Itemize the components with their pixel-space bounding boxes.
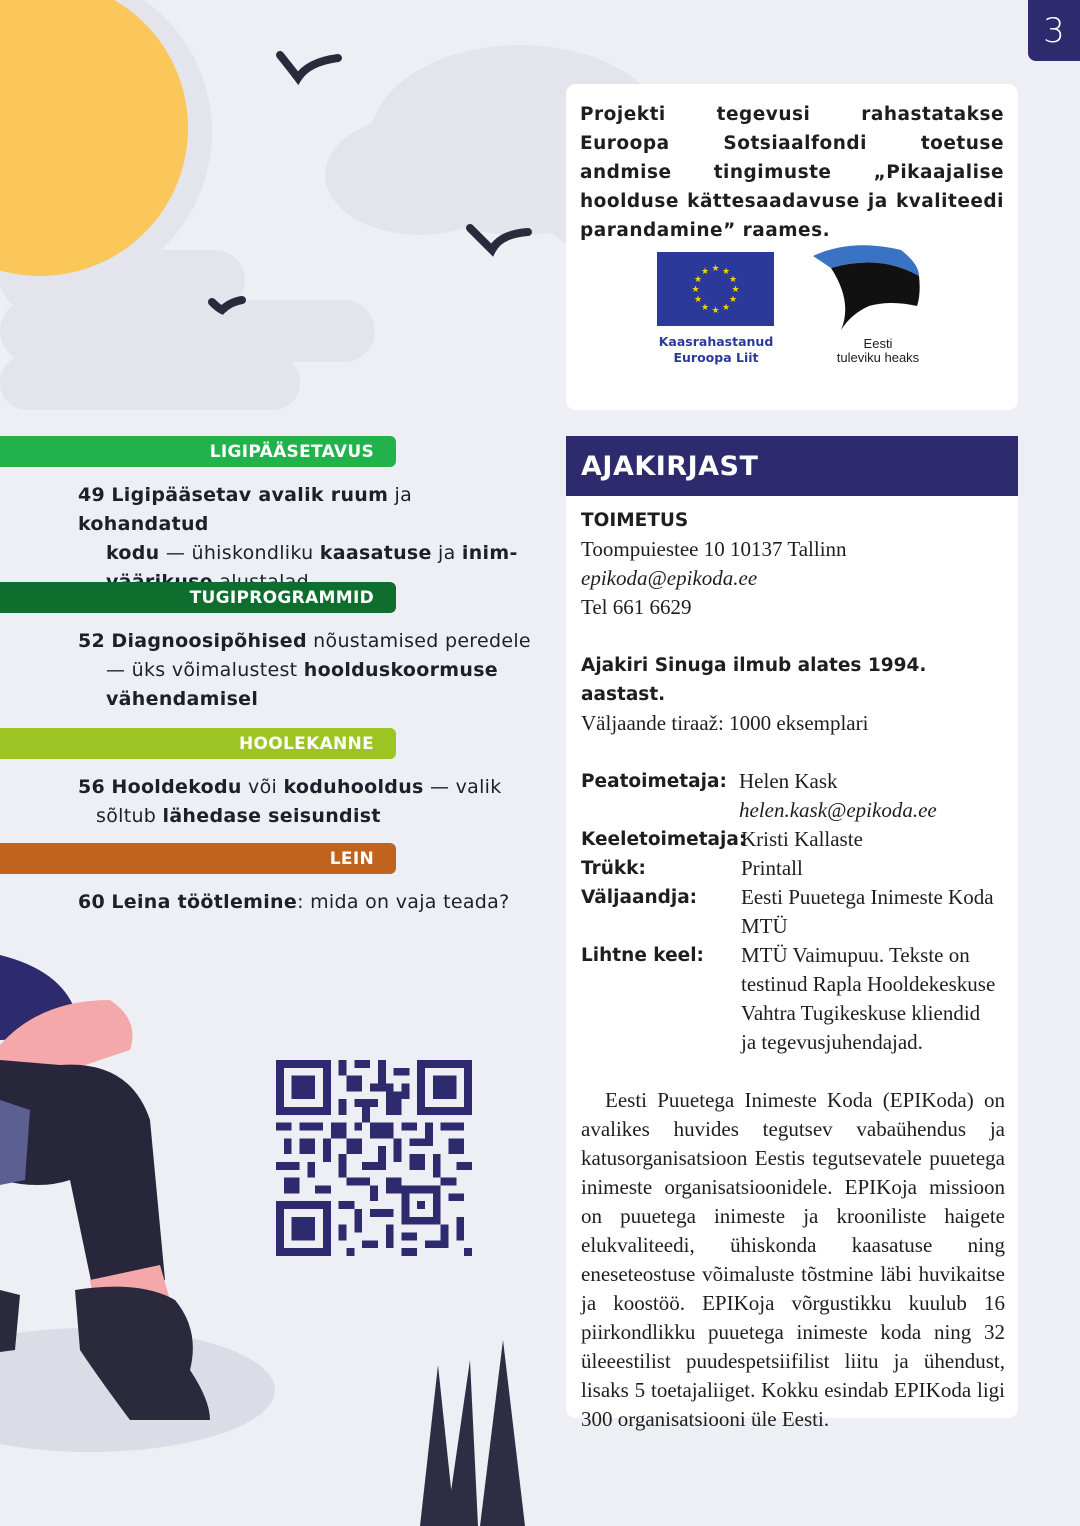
- address: Toompuiestee 10 10137 Tallinn: [581, 537, 847, 561]
- editor-email-link[interactable]: helen.kask@epikoda.ee: [739, 798, 937, 822]
- ajakirjast-header: AJAKIRJAST: [566, 436, 1018, 496]
- ajakirjast-card: [566, 436, 1018, 1431]
- person-illustration: [0, 955, 275, 1452]
- staff-row-peatoimetaja: Peatoimetaja: Helen Kask helen.kask@epikoda.ee: [581, 767, 1005, 825]
- page-number: 3: [1028, 0, 1080, 61]
- svg-text:★: ★: [721, 267, 731, 277]
- section-bar-hoolekanne: HOOLEKANNE: [0, 728, 396, 759]
- svg-text:★: ★: [711, 306, 720, 316]
- section-bar-tugiprogrammid: TUGIPROGRAMMID: [0, 582, 396, 613]
- section-bar-lein: LEIN: [0, 843, 396, 874]
- toc-entry-56[interactable]: 56 Hooldekodu või koduhooldus — valik sõltub lähedase seisundist: [78, 776, 502, 827]
- svg-text:★: ★: [711, 264, 720, 274]
- svg-text:★: ★: [721, 303, 731, 313]
- about-paragraph: Eesti Puuetega Inimeste Koda (EPIKoda) on avalikes huvides tegutsev vabaühendus ja katusorganisatsioon Eestis tegutsevatele puuetega inimeste organisatsioonidele. EPIKoja missioon on puuetega inimeste ja krooniliste haigete elukvaliteedi, ühiskonda kaasatuse ning eneseteostuse võimaluste tõstmine läbi huvikaitse ja koostöö. EPIKoja võrgustikku kuulub 16 piirkondlikku puuetega inimeste koda ning 32 üleeestilist puudespetsiifilist liitu ja ühendust, lisaks 5 toetajaliiget. Kokku esindab EPIKoda ligi 300 organisatsiooni üle Eesti.: [581, 1088, 1005, 1431]
- eu-logo-caption: Kaasrahastanud Euroopa Liit: [658, 334, 774, 365]
- phone: Tel 661 6629: [581, 595, 692, 619]
- staff-row-lihtne-keel: Lihtne keel: MTÜ Vaimupuu. Tekste on testinud Rapla Hooldekeskuse Vahtra Tugikeskuse kliendid ja tegevusjuhendajad.: [581, 943, 996, 1054]
- staff-row-valjaandja: Väljaandja: Eesti Puuetega Inimeste Koda MTÜ: [581, 885, 994, 938]
- svg-text:★: ★: [691, 285, 700, 295]
- svg-text:★: ★: [700, 303, 710, 313]
- eu-flag-logo: [657, 252, 774, 326]
- svg-text:★: ★: [731, 285, 740, 295]
- svg-text:★: ★: [728, 275, 738, 285]
- estonia-future-logo: [811, 244, 926, 336]
- email-link[interactable]: epikoda@epikoda.ee: [581, 566, 758, 590]
- funding-text: Projekti tegevusi rahastatakse Euroopa Sotsiaalfondi toetuse andmise tingimuste „Pikaajalise hoolduse kättesaadavuse ja kvaliteedi parandamine” raames.: [580, 104, 1004, 241]
- toc-entry-49[interactable]: 49 Ligipääsetav avalik ruum ja kohandatud kodu — ühiskondliku kaasatuse ja inim-: [78, 484, 518, 564]
- toc-entry-60[interactable]: 60 Leina töötlemine: mida on vaja teada?: [78, 891, 510, 913]
- estonia-logo-caption: Eesti tuleviku heaks: [836, 336, 920, 365]
- publication-since: Ajakiri Sinuga ilmub alates 1994. aastast.: [581, 655, 927, 705]
- svg-text:★: ★: [728, 295, 738, 305]
- funding-card: [566, 84, 1018, 410]
- toimetus-label: TOIMETUS: [581, 510, 689, 531]
- svg-text:★: ★: [693, 275, 703, 285]
- circulation: Väljaande tiraaž: 1000 eksemplari: [581, 711, 869, 735]
- staff-row-keeletoimetaja: Keeletoimetaja: Kristi Kallaste: [581, 827, 863, 851]
- qr-code[interactable]: [276, 1060, 472, 1256]
- section-bar-ligipaasetavus: LIGIPÄÄSETAVUS: [0, 436, 396, 467]
- tree-shapes: [420, 1340, 525, 1526]
- svg-text:★: ★: [700, 267, 710, 277]
- svg-text:★: ★: [693, 295, 703, 305]
- toc-entry-52[interactable]: 52 Diagnoosipõhised nõustamised peredele — üks võimalustest hoolduskoormuse vähendamisel: [78, 630, 531, 710]
- staff-row-trukk: Trükk: Printall: [581, 856, 803, 880]
